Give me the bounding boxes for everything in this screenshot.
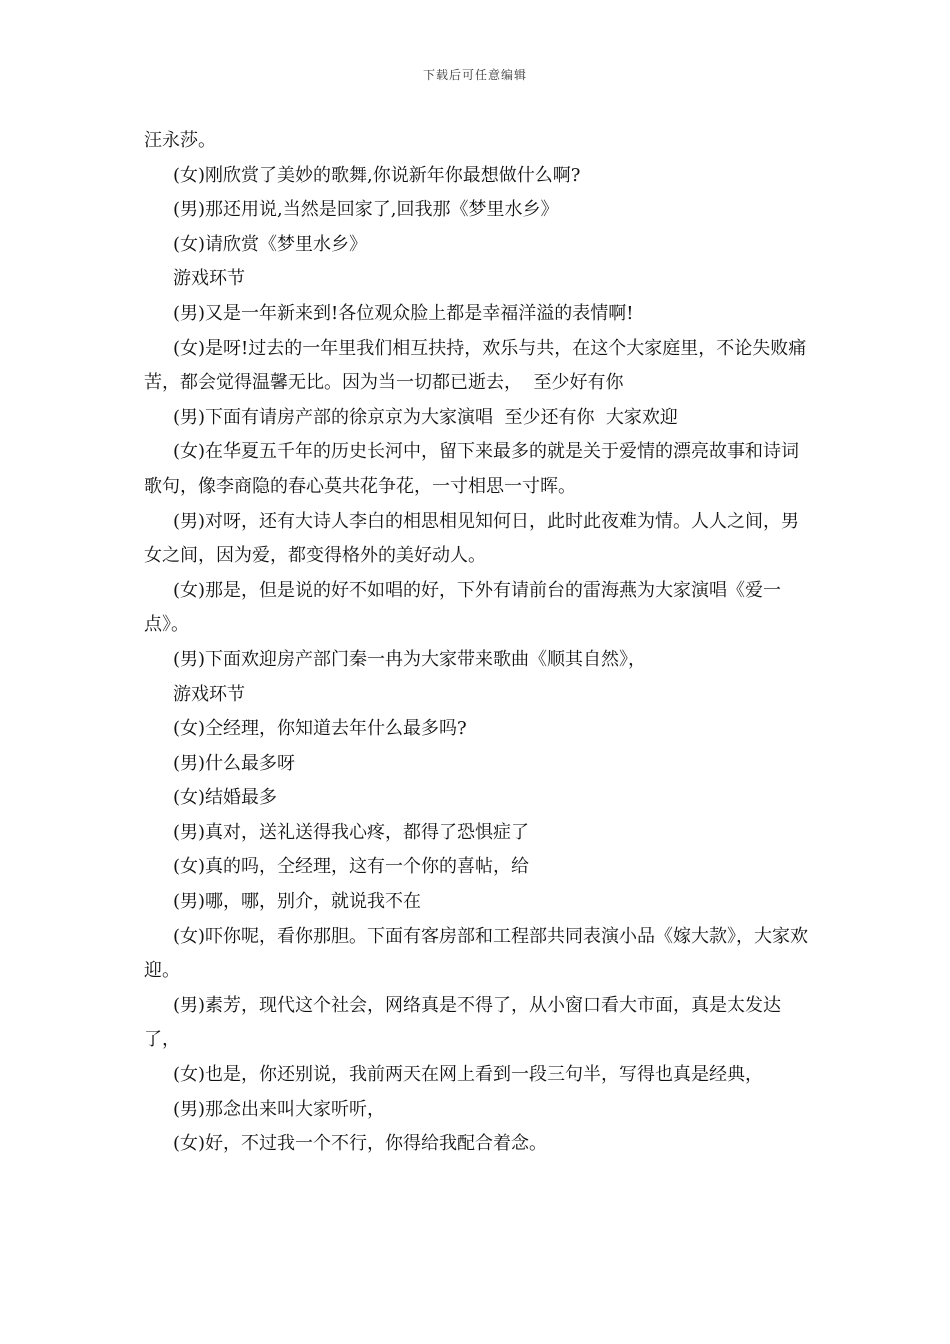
paragraph: (女)在华夏五千年的历史长河中，留下来最多的就是关于爱情的漂亮故事和诗词歌句，像李商隐的春心莫共花争花，一寸相思一寸晖。 <box>144 441 800 497</box>
paragraph: (男)那念出来叫大家听听， <box>173 1098 386 1120</box>
paragraph: 汪永莎。 <box>144 130 216 151</box>
paragraph: (男)下面有请房产部的徐京京为大家演唱 至少还有你 大家欢迎 <box>173 406 678 428</box>
paragraph: (男)那还用说,当然是回家了,回我那《梦里水乡》 <box>173 199 559 221</box>
paragraph: (女)吓你呢，看你那胆。下面有客房部和工程部共同表演小品《嫁大款》，大家欢迎。 <box>144 925 809 982</box>
page-header: 下载后可任意编辑 <box>422 68 527 82</box>
paragraph: (女)也是，你还别说，我前两天在网上看到一段三句半，写得也真是经典， <box>173 1064 764 1086</box>
paragraph: (男)对呀，还有大诗人李白的相思相见知何日，此时此夜难为情。人人之间，男女之间，因为爱，都变得格外的美好动人。 <box>144 510 800 567</box>
paragraph: (女)刚欣赏了美妙的歌舞,你说新年你最想做什么啊? <box>173 164 581 186</box>
paragraph: (女)好，不过我一个不行，你得给我配合着念。 <box>173 1133 548 1155</box>
paragraph: (女)真的吗，仝经理，这有一个你的喜帖，给 <box>173 856 530 878</box>
paragraph: (男)又是一年新来到!各位观众脸上都是幸福洋溢的表情啊! <box>173 302 634 324</box>
paragraph: (男)哪，哪，别介，就说我不在 <box>173 891 422 913</box>
paragraph: (女)仝经理，你知道去年什么最多吗? <box>173 718 467 740</box>
section-label: 游戏环节 <box>173 683 245 705</box>
paragraph: (男)素芳，现代这个社会，网络真是不得了，从小窗口看大市面，真是太发达了， <box>144 994 782 1051</box>
paragraph: (女)是呀!过去的一年里我们相互扶持，欢乐与共，在这个大家庭里，不论失败痛苦，都会觉得温馨无比。因为当一切都已逝去， 至少好有你 <box>144 337 807 394</box>
document-body <box>144 124 812 1162</box>
paragraph: (女)结婚最多 <box>173 787 278 809</box>
paragraph: (女)那是，但是说的好不如唱的好，下外有请前台的雷海燕为大家演唱《爱一点》。 <box>144 579 782 636</box>
paragraph: (男)真对，送礼送得我心疼，都得了恐惧症了 <box>173 821 530 843</box>
paragraph: (男)什么最多呀 <box>173 752 296 774</box>
section-label: 游戏环节 <box>173 268 245 290</box>
paragraph: (女)请欣赏《梦里水乡》 <box>173 233 368 255</box>
paragraph: (男)下面欢迎房产部门秦一冉为大家带来歌曲《顺其自然》， <box>173 648 647 670</box>
